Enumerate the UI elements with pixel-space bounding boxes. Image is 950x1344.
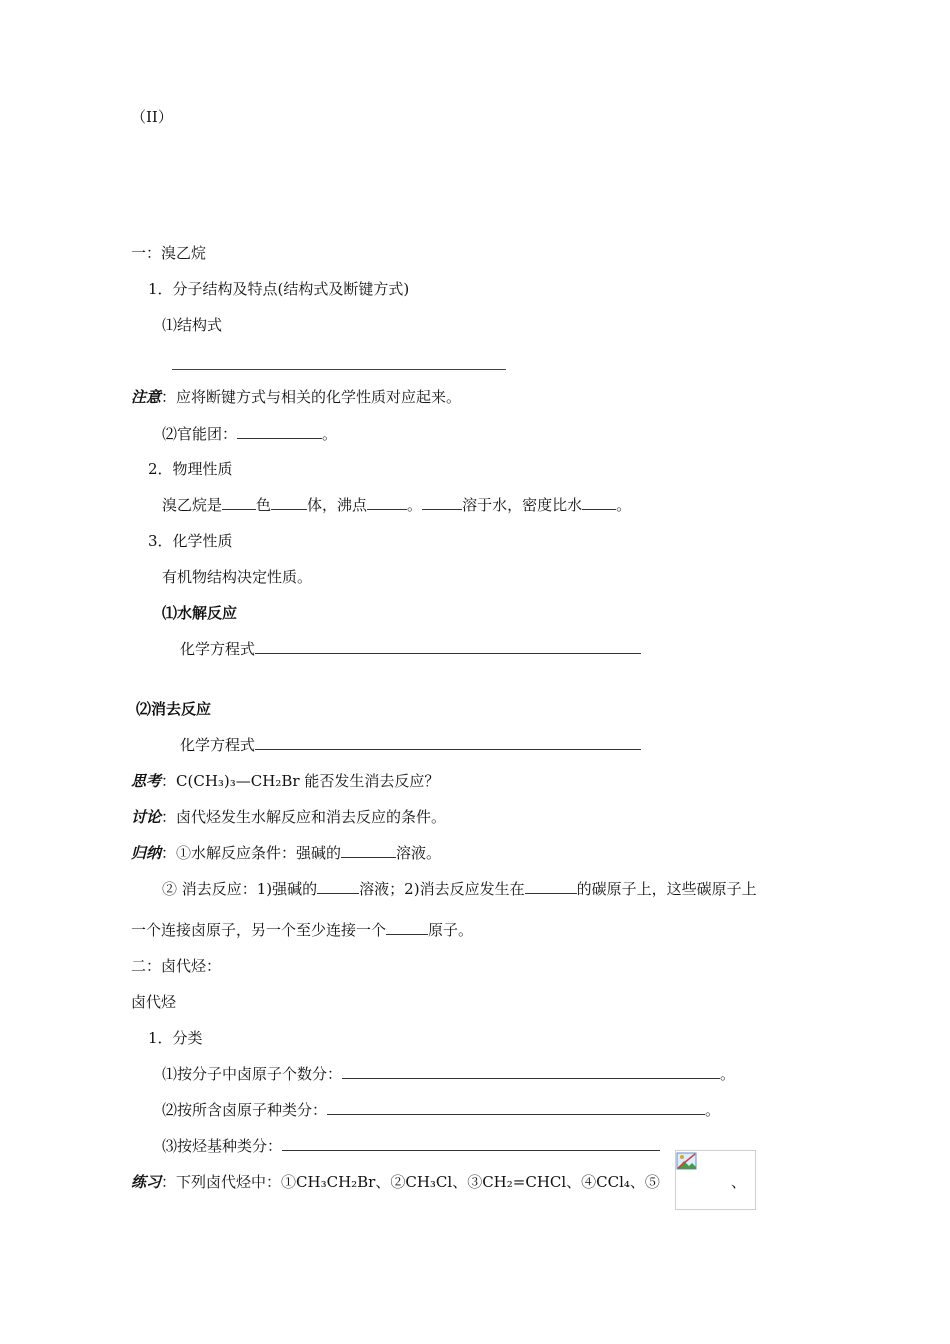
- think-text: ：C(CH₃)₃—CH₂Br 能否发生消去反应？: [161, 772, 440, 790]
- summary-text-2b: 溶液；2)消去反应发生在: [359, 880, 525, 898]
- structure-formula-label: ⑴结构式: [162, 316, 223, 334]
- phys-text-5: 溶于水，密度比水: [462, 496, 583, 514]
- classification-2-line: [162, 1100, 720, 1120]
- section1-title: 一：溴乙烷: [131, 244, 207, 262]
- summary-text-1a: ：①水解反应条件：强碱的: [161, 844, 342, 862]
- classification-1-label: ⑴按分子中卤原子个数分：: [162, 1065, 343, 1083]
- exercise-tail: 、: [731, 1173, 747, 1191]
- classification-2-label: ⑵按所含卤原子种类分：: [162, 1101, 328, 1119]
- section2-title: 二：卤代烃：: [131, 957, 222, 975]
- functional-group-end: 。: [322, 425, 338, 443]
- chem-intro: 有机物结构决定性质。: [162, 568, 313, 586]
- functional-group-label: ⑵官能团：: [162, 425, 238, 443]
- summary-line-1: [131, 843, 441, 863]
- hydrolysis-equation-blank: [255, 639, 641, 654]
- hydrolysis-title: ⑴水解反应: [162, 604, 238, 622]
- section2-item1: 1．分类: [148, 1029, 203, 1047]
- summary-text-2c: 的碳原子上，这些碳原子上: [576, 880, 757, 898]
- physical-properties-line: [162, 495, 631, 515]
- elimination-title: ⑵消去反应: [136, 700, 212, 718]
- classification-2-blank: [327, 1100, 705, 1115]
- summary-blank-3: [525, 879, 577, 894]
- phys-blank-boiling: [367, 495, 407, 510]
- phys-text-1: 溴乙烷是: [162, 496, 223, 514]
- phys-text-2: 色: [256, 496, 272, 514]
- classification-3-label: ⑶按烃基种类分：: [162, 1137, 283, 1155]
- section1-item3: 3．化学性质: [148, 532, 233, 550]
- summary-text-1b: 溶液。: [396, 844, 442, 862]
- summary-text-2a: ② 消去反应：1)强碱的: [162, 880, 318, 898]
- phys-blank-solubility: [422, 495, 462, 510]
- summary-blank-4: [386, 920, 428, 935]
- phys-text-3: 体，沸点: [307, 496, 368, 514]
- think-label: 思考: [131, 772, 162, 790]
- phys-blank-density: [582, 495, 616, 510]
- summary-blank-1: [341, 843, 396, 858]
- discuss-line: [131, 807, 446, 827]
- classification-3-blank: [282, 1136, 660, 1151]
- summary-text-3a: 一个连接卤原子，另一个至少连接一个: [131, 921, 387, 939]
- note-line: [131, 387, 461, 407]
- summary-label: 归纳: [131, 844, 162, 862]
- note-text: ：应将断键方式与相关的化学性质对应起来。: [161, 388, 462, 406]
- discuss-label: 讨论: [131, 808, 162, 826]
- phys-blank-state: [271, 495, 307, 510]
- phys-text-6: 。: [616, 496, 632, 514]
- structure-formula-blank: [172, 369, 506, 370]
- header-subtitle: （II）: [131, 108, 173, 126]
- note-label: 注意: [131, 388, 162, 406]
- functional-group-blank: [237, 424, 322, 439]
- section2-subtitle: 卤代烃: [131, 993, 177, 1011]
- elimination-equation-blank: [255, 735, 641, 750]
- classification-1-end: 。: [720, 1065, 736, 1083]
- think-line: [131, 771, 439, 791]
- exercise-label: 练习: [131, 1173, 162, 1191]
- elimination-equation-label: 化学方程式: [180, 736, 256, 754]
- section1-item2: 2．物理性质: [148, 460, 233, 478]
- classification-3-line: [162, 1136, 660, 1156]
- broken-image-icon: [676, 1151, 698, 1171]
- phys-text-4: 。: [407, 496, 423, 514]
- exercise-line: [131, 1172, 660, 1192]
- discuss-text: ：卤代烃发生水解反应和消去反应的条件。: [161, 808, 447, 826]
- summary-line-3: [131, 920, 473, 940]
- phys-blank-color: [222, 495, 256, 510]
- classification-1-line: [162, 1064, 735, 1084]
- classification-2-end: 。: [705, 1101, 721, 1119]
- exercise-text: ：下列卤代烃中：①CH₃CH₂Br、②CH₃Cl、③CH₂=CHCl、④CCl₄、⑤: [161, 1173, 660, 1191]
- hydrolysis-equation-label: 化学方程式: [180, 640, 256, 658]
- elimination-equation-line: [180, 735, 641, 755]
- section1-item1: 1．分子结构及特点(结构式及断键方式): [148, 280, 410, 298]
- summary-text-3b: 原子。: [428, 921, 474, 939]
- classification-1-blank: [342, 1064, 720, 1079]
- functional-group-line: [162, 424, 337, 444]
- summary-blank-2: [317, 879, 359, 894]
- hydrolysis-equation-line: [180, 639, 641, 659]
- summary-line-2: [162, 879, 757, 899]
